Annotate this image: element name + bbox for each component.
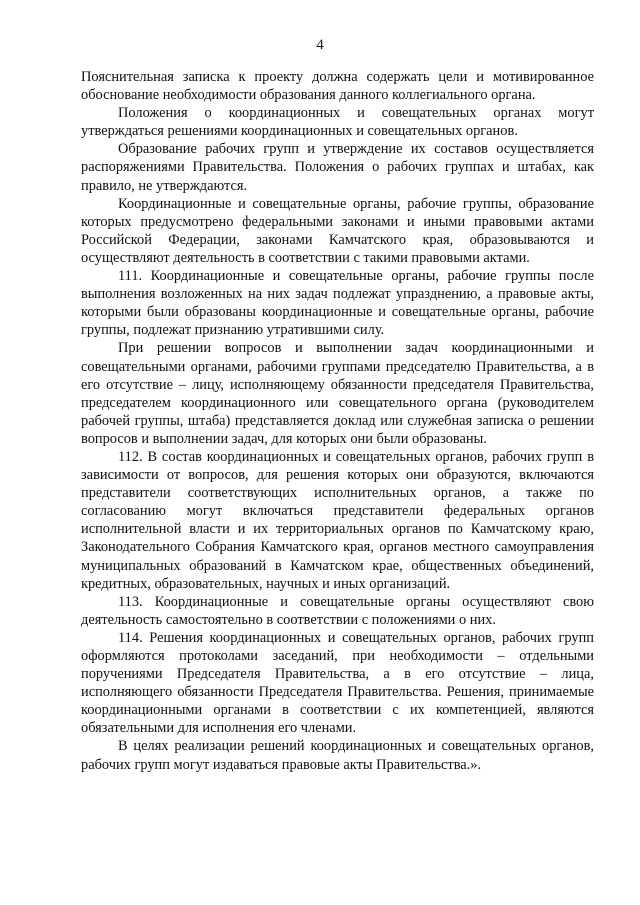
paragraph: 113. Координационные и совещательные органы осуществляют свою деятельность самостоятельно в соответствии с положениями о них. bbox=[81, 593, 594, 628]
paragraph: При решении вопросов и выполнении задач координационными и совещательными органами, рабочими группами председателю Правительства, а в его отсутствие – лицу, исполняющему обязанности председателя Правительства, председателем координационного или совещательного органа (руководителем рабочей группы, штаба) представляется доклад или служебная записка о решении вопросов и выполнении задач, для которых они были образованы. bbox=[81, 340, 594, 447]
paragraph: Координационные и совещательные органы, рабочие группы, образование которых предусмотрено федеральными законами и иными правовыми актами Российской Федерации, законами Камчатского края, образовываются и осуществляют деятельность в соответствии с такими правовыми актами. bbox=[81, 195, 594, 266]
paragraph: Положения о координационных и совещательных органах могут утверждаться решениями координационных и совещательных органов. bbox=[81, 105, 594, 140]
paragraph: 114. Решения координационных и совещательных органов, рабочих групп оформляются протоколами заседаний, при необходимости – отдельными поручениями Председателя Правительства, а в его отсутствие – лица, исполняющего обязанности Председателя Правительства. Решения, принимаемые координационными органами в соответствии с их компетенцией, являются обязательными для исполнения его членами. bbox=[81, 629, 594, 737]
paragraph: 112. В состав координационных и совещательных органов, рабочих групп в зависимости от вопросов, для решения которых они образуются, включаются представители соответствующих исполнительных органов, а также по согласованию могут включаться представители федеральных органов исполнительной власти и их территориальных органов по Камчатскому краю, Законодательного Собрания Камчатского края, органов местного самоуправления муниципальных образований в Камчатском крае, общественных объединений, кредитных, образовательных, научных и иных организаций. bbox=[81, 448, 594, 592]
page-number: 4 bbox=[316, 37, 324, 53]
document-body bbox=[81, 68, 594, 774]
paragraph: 111. Координационные и совещательные органы, рабочие группы после выполнения возложенных на них задач подлежат упразднению, а правовые акты, которыми были образованы координационные и совещательные органы, рабочие группы, подлежат признанию утратившими силу. bbox=[81, 268, 594, 339]
paragraph: В целях реализации решений координационных и совещательных органов, рабочих групп могут издаваться правовые акты Правительства.». bbox=[81, 738, 594, 773]
paragraph: Образование рабочих групп и утверждение их составов осуществляется распоряжениями Правительства. Положения о рабочих группах и штабах, как правило, не утверждаются. bbox=[81, 141, 594, 194]
paragraph: Пояснительная записка к проекту должна содержать цели и мотивированное обоснование необходимости образования данного коллегиального органа. bbox=[81, 69, 594, 104]
